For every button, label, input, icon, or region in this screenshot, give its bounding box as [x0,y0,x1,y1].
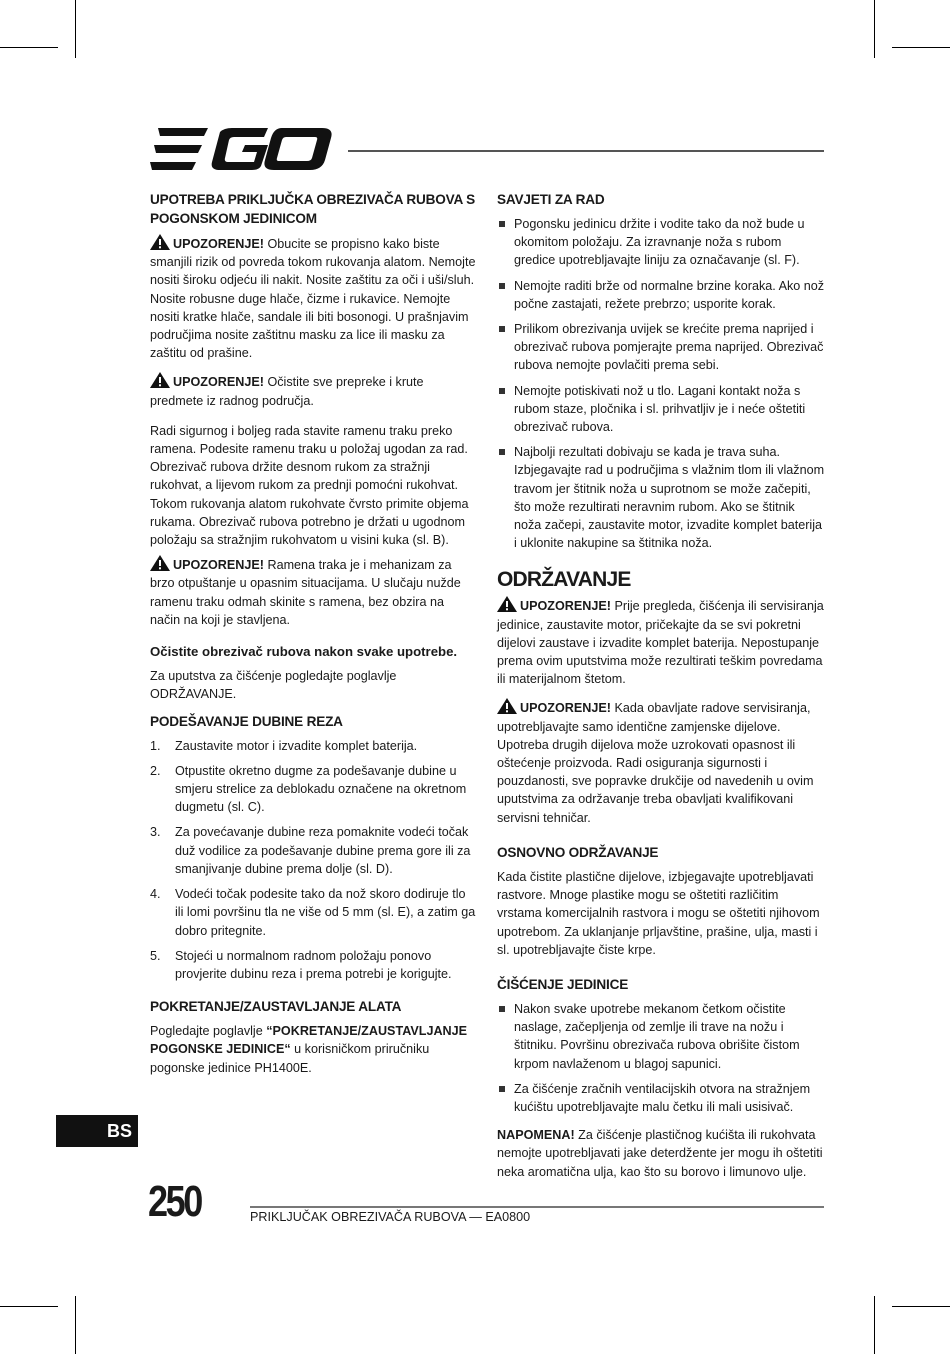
warning-text: Očistite sve prepreke i krute predmete iz radnog područja. [150,375,424,408]
warning-paragraph [150,555,476,629]
list-item: Nakon svake upotrebe mekanom četkom očistite naslage, začepljenja od zemlje ili trave na nožu i štitniku. Površinu obrezivača rubova obrišite čistom krpom navlaženom u blagoj sapunici. [497,1000,825,1073]
warning-paragraph [150,234,476,362]
page-number: 250 [148,1177,201,1226]
section-title-maintenance: ODRŽAVANJE [497,568,631,592]
warning-text: Ramena traka je i mehanizam za brzo otpuštanje u opasnim situacijama. U slučaju nužde ramenu traku odmah skinite s ramena, bez obzira na način na koji je stavljena. [150,558,461,627]
crop-mark [892,1306,950,1307]
left-column [150,190,476,1087]
list-item: 2. Otpustite okretno dugme za podešavanje dubine u smjeru strelice za deblokadu označene na okretnom dugmetu (sl. C). [150,763,467,815]
body-paragraph: Za uputstva za čišćenje pogledajte poglavlje ODRŽAVANJE. [150,669,397,702]
bullet-icon [499,388,505,394]
list-item: Prilikom obrezivanja uvijek se krećite prema naprijed i obrezivač rubova pomjerajte prema naprijed. Obrezivač rubova nemojte povlačiti prema sebi. [497,320,825,375]
body-paragraph: Pogledajte poglavlje “POKRETANJE/ZAUSTAVLJANJE POGONSKE JEDINICE“ u korisničkom priručniku pogonske jedinice PH1400E. [150,1024,468,1075]
list-item: Za čišćenje zračnih ventilacijskih otvora na stražnjem kućištu upotrebljavajte malu četku ili mali usisivač. [497,1080,825,1116]
bullet-icon [499,221,505,227]
bullet-icon [499,283,505,289]
warning-label: UPOZORENJE! [173,375,264,390]
warning-triangle-icon [497,596,517,612]
section-title-usage: UPOTREBA PRIKLJUČKA OBREZIVAČA RUBOVA S POGONSKOM JEDINICOM [150,192,476,226]
warning-triangle-icon [497,698,517,714]
list-item: 1. Zaustavite motor i izvadite komplet baterija. [150,738,418,753]
section-title-basic-maintenance: OSNOVNO ODRŽAVANJE [497,844,659,860]
warning-triangle-icon [150,372,170,388]
list-item: Pogonsku jedinicu držite i vodite tako da nož bude u okomitom položaju. Za izravnanje noža s rubom gredice upotrebljavajte liniju za označavanje (sl. F). [497,215,825,270]
warning-paragraph [497,698,825,826]
warning-text: Prije pregleda, čišćenja ili servisiranja jedinice, zaustavite motor, pričekajte da se svi pokretni dijelovi zaustave i izvadite komplet baterija. Nepostupanje prema ovim uputstvima može rezultirati teškim povredama ili materijalnom štetom. [497,599,824,687]
crop-mark [0,47,58,48]
bullet-icon [499,1086,505,1092]
list-item: 3. Za povećavanje dubine reza pomaknite vodeći točak duž vodilice za podešavanje dubine prema gore ili za smanjivanje dubine prema dolje (sl. D). [150,825,471,876]
bullet-icon [499,326,505,332]
note-label: NAPOMENA! [497,1128,575,1143]
crop-mark [874,1296,875,1354]
warning-paragraph [497,596,825,688]
list-item: Nemojte raditi brže od normalne brzine koraka. Ako nož počne zastajati, režete prebrzo; usporite korak. [497,277,825,313]
cleaning-list [497,1000,825,1116]
list-item: Najbolji rezultati dobivaju se kada je trava suha. Izbjegavajte rad u područjima s vlažnim tlom ili vlažnom travom jer štitnik noža u suprotnom se može začepiti, što može rezultirati neravnim rubom. Ako se štitnik noža začepi, zaustavite motor, izvadite komplet baterija i uklonite nakupine sa štitnika noža. [497,443,825,552]
crop-mark [874,0,875,58]
ego-logo-icon [150,128,332,172]
note-paragraph: NAPOMENA! Za čišćenje plastičnog kućišta ili rukohvata nemojte upotrebljavati jake deterdžente jer mogu ih oštetiti neka aromatična ulja, kao što su borovo i limunovo ulje. [497,1128,823,1179]
section-title-tips: SAVJETI ZA RAD [497,192,605,207]
warning-text: Kada obavljate radove servisiranja, upotrebljavajte samo identične zamjenske dijelove. Upotreba drugih dijelova može uzrokovati opasnost ili oštećenje proizvoda. Radi osiguranja sigurnosti i pouzdanosti, sve popravke drukčije od navedenih u ovim uputstvima za održavanje treba obavljati kvalifikovani servisni tehničar. [497,701,814,825]
body-paragraph: Radi sigurnog i boljeg rada stavite ramenu traku preko ramena. Podesite ramenu traku u položaj ugodan za rad. Obrezivač rubova držite desnom rukom za stražnji rukohvat, a lijevom rukom za prednji pomoćni rukohvat. Tokom rukovanja alatom rukohvate čvrsto primite objema rukama. Obrezivač rubova potrebno je držati u ugodnom položaju sa stražnjim rukohvatom u visini kuka (sl. B). [150,423,469,548]
crop-mark [0,1306,58,1307]
language-tab: BS [56,1115,138,1147]
warning-text: Obucite se propisno kako biste smanjili rizik od povreda tokom rukovanja alatom. Nemojte nositi široku odjeću ili nakit. Nosite zaštitu za oči i uši/sluh. Nosite robusne duge hlače, čizme i rukavice. Nemojte nositi kratke hlače, sandale ili biti bosonogi. U prašnjavim područjima nosite zaštitnu masku za lice ili masku za zaštitu od prašine. [150,237,476,361]
warning-triangle-icon [150,555,170,571]
body-paragraph: Kada čistite plastične dijelove, izbjegavajte upotrebljavati rastvore. Mnoge plastike mogu se oštetiti različitim vrstama komercijalnih rastvora i mogu se oštetiti njihovom upotrebom. Za uklanjanje prljavštine, prašine, ulja, masti i sl. upotrebljavajte čiste krpe. [497,869,820,957]
steps-list [150,737,476,983]
crop-mark [75,0,76,58]
bullet-icon [499,449,505,455]
bullet-icon [499,1006,505,1012]
crop-mark [75,1296,76,1354]
section-title-start-stop: POKRETANJE/ZAUSTAVLJANJE ALATA [150,999,402,1015]
footer-rule [250,1206,824,1208]
right-column [497,190,825,1191]
list-item: 4. Vodeći točak podesite tako da nož skoro dodiruje tlo ili lomi površinu tla ne više od 5 mm (sl. E), a zatim ga dobro pritegnite. [150,887,476,938]
section-title-depth: PODEŠAVANJE DUBINE REZA [150,713,343,729]
warning-label: UPOZORENJE! [173,558,264,573]
warning-paragraph [150,372,476,409]
list-item: Nemojte potiskivati nož u tlo. Lagani kontakt noža s rubom staze, pločnika i sl. prihvatljiv je i neće oštetiti obrezivač rubova. [497,382,825,437]
warning-triangle-icon [150,234,170,250]
section-title-cleaning: ČIŠĆENJE JEDINICE [497,976,629,992]
warning-label: UPOZORENJE! [520,599,611,614]
crop-mark [892,47,950,48]
footer-title: PRIKLJUČAK OBREZIVAČA RUBOVA — EA0800 [250,1210,531,1224]
tips-list [497,215,825,552]
list-item: 5. Stojeći u normalnom radnom položaju ponovo provjerite dubinu reza i prema potrebi je korigujte. [150,948,452,981]
header-rule [348,150,824,152]
cleaning-subheading: Očistite obrezivač rubova nakon svake upotrebe. [150,644,458,660]
warning-label: UPOZORENJE! [173,237,264,251]
warning-label: UPOZORENJE! [520,701,611,716]
